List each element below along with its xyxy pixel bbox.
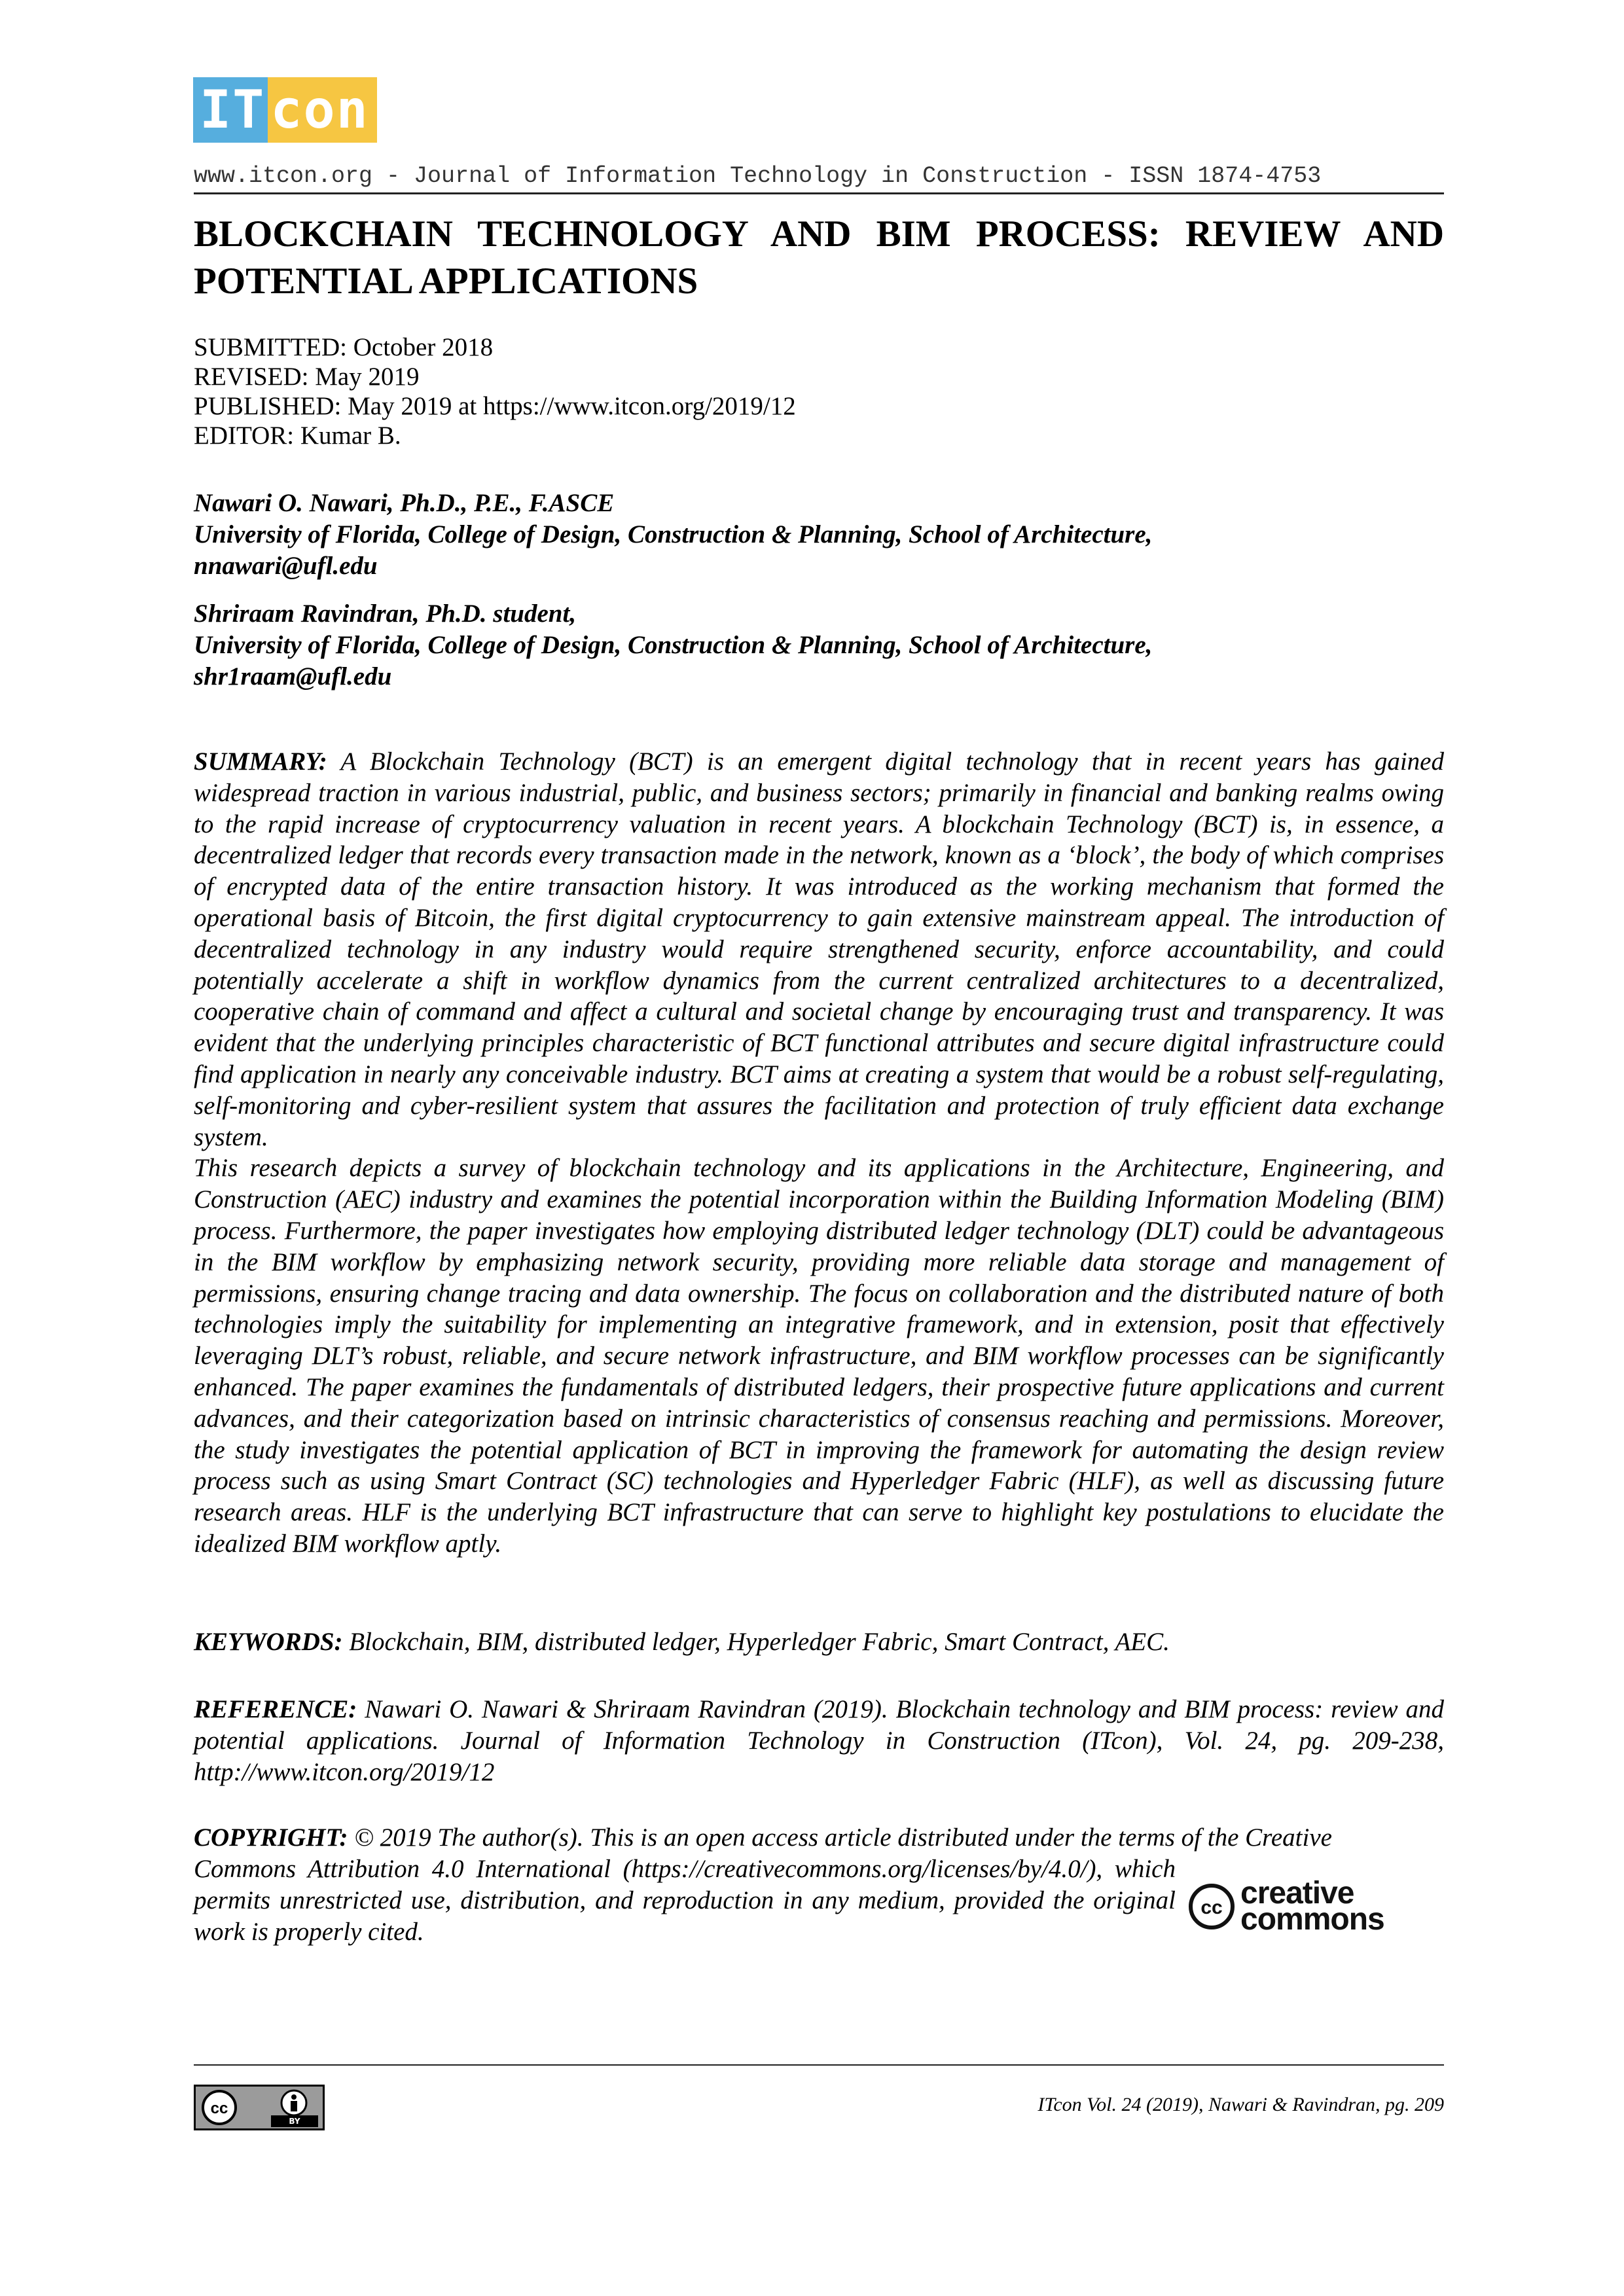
- copyright-label: COPYRIGHT:: [194, 1823, 348, 1852]
- footer-citation: ITcon Vol. 24 (2019), Nawari & Ravindran, pg. 209: [1038, 2094, 1444, 2115]
- svg-text:cc: cc: [1200, 1897, 1223, 1918]
- keywords-section: [194, 1626, 1444, 1658]
- submission-meta: [194, 332, 796, 450]
- summary-paragraph-2: This research depicts a survey of blockchain technology and its applications in the Architecture, Engineering, and Construction (AEC) industry and examines the potential incorporation within the Building Information Modeling (BIM) process. Furthermore, the paper investigates how employing distributed ledger technology (DLT) could be advantageous in the BIM workflow by emphasizing network security, providing more reliable data storage and management of permissions, ensuring change tracing and data ownership. The focus on collaboration and the distributed nature of both technologies imply the suitability for implementing an integrative framework, and in extension, posit that effectively leveraging DLT’s robust, reliable, and secure network infrastructure, and BIM workflow processes can be significantly enhanced. The paper examines the fundamentals of distributed ledgers, their prospective future applications and current advances, and their categorization based on intrinsic characteristics of consensus reaching and permissions. Moreover, the study investigates the potential application of BCT in improving the framework for automating the design review process such as using Smart Contract (SC) technologies and Hyperledger Fabric (HLF), as well as discussing future research areas. HLF is the underlying BCT infrastructure that can serve to highlight key postulations to elucidate the idealized BIM workflow aptly.: [194, 1154, 1444, 1558]
- creative-commons-logo: [1188, 1877, 1424, 1936]
- svg-text:cc: cc: [210, 2100, 228, 2117]
- author-email[interactable]: shr1raam@ufl.edu: [194, 662, 392, 691]
- cc-by-badge: [194, 2085, 325, 2130]
- cc-word-commons: commons: [1240, 1902, 1384, 1937]
- author-name: Shriraam Ravindran, Ph.D. student,: [194, 600, 577, 628]
- submitted-date: SUBMITTED: October 2018: [194, 333, 494, 361]
- copyright-text-1: © 2019 The author(s). This is an open access article distributed under the terms of the Creative: [354, 1823, 1332, 1852]
- copyright-text-2: Commons Attribution 4.0 International (https://creativecommons.org/licenses/by/4.0/), which permits unrestricted use, distribution, and reproduction in any medium, provided the original work is properly cited.: [194, 1855, 1176, 1946]
- author-email[interactable]: nnawari@ufl.edu: [194, 552, 378, 580]
- summary-section: [194, 746, 1444, 1560]
- paper-title: BLOCKCHAIN TECHNOLOGY AND BIM PROCESS: REVIEW AND POTENTIAL APPLICATIONS: [194, 213, 1444, 302]
- reference-section: [194, 1694, 1444, 1788]
- author-affiliation: University of Florida, College of Design, Construction & Planning, School of Architecture,: [194, 631, 1153, 659]
- author-affiliation: University of Florida, College of Design, Construction & Planning, School of Architecture,: [194, 520, 1153, 548]
- author-name: Nawari O. Nawari, Ph.D., P.E., F.ASCE: [194, 489, 615, 517]
- itcon-logo: [193, 77, 377, 143]
- revised-date: REVISED: May 2019: [194, 363, 420, 391]
- reference-label: REFERENCE:: [194, 1695, 357, 1723]
- cc-by-label: BY: [271, 2115, 318, 2127]
- copyright-line-1: [194, 1822, 1444, 1854]
- published-info: PUBLISHED: May 2019 at https://www.itcon.org/2019/12: [194, 392, 796, 420]
- editor: EDITOR: Kumar B.: [194, 422, 401, 450]
- keywords-text: Blockchain, BIM, distributed ledger, Hyperledger Fabric, Smart Contract, AEC.: [349, 1628, 1170, 1656]
- cc-circle-icon: [1188, 1883, 1235, 1930]
- cc-wordmark: [1240, 1876, 1384, 1937]
- journal-header-line: www.itcon.org - Journal of Information Technology in Construction - ISSN 1874-4753: [194, 163, 1322, 189]
- header-rule: [194, 192, 1444, 194]
- summary-text-1: A Blockchain Technology (BCT) is an emergent digital technology that in recent years has gained widespread traction in various industrial, public, and business sectors; primarily in financial and banking realms owing to the rapid increase of cryptocurrency valuation in recent years. A blockchain Technology (BCT) is, in essence, a decentralized ledger that records every transaction made in the network, known as a ‘block’, the body of which comprises of encrypted data of the entire transaction history. It was introduced as the working mechanism that formed the operational basis of Bitcoin, the first digital cryptocurrency to gain extensive mainstream appeal. The introduction of decentralized technology in any industry would require strengthened security, enforce accountability, and could potentially accelerate a shift in workflow dynamics from the current centralized architectures to a decentralized, cooperative chain of command and affect a cultural and societal change by encouraging trust and transparency. It was evident that the underlying principles characteristic of BCT functional attributes and secure digital infrastructure could find application in nearly any conceivable industry. BCT aims at creating a system that would be a robust self-regulating, self-monitoring and cyber-resilient system that assures the facilitation and protection of truly efficient data exchange system.: [194, 747, 1444, 1151]
- logo-it: IT: [193, 77, 268, 143]
- footer-rule: [194, 2064, 1444, 2066]
- summary-paragraph-1: [194, 746, 1444, 1153]
- cc-word-creative: creative: [1240, 1876, 1354, 1910]
- keywords-label: KEYWORDS:: [194, 1628, 343, 1656]
- author-block: [194, 598, 1444, 692]
- summary-label: SUMMARY:: [194, 747, 327, 776]
- logo-con: con: [268, 77, 377, 143]
- reference-text: Nawari O. Nawari & Shriraam Ravindran (2019). Blockchain technology and BIM process: review and potential applications. Journal of Information Technology in Construction (ITcon), Vol. 24, pg. 209-238, http://www.itcon.org/2019/12: [194, 1695, 1444, 1786]
- author-block: [194, 488, 1444, 582]
